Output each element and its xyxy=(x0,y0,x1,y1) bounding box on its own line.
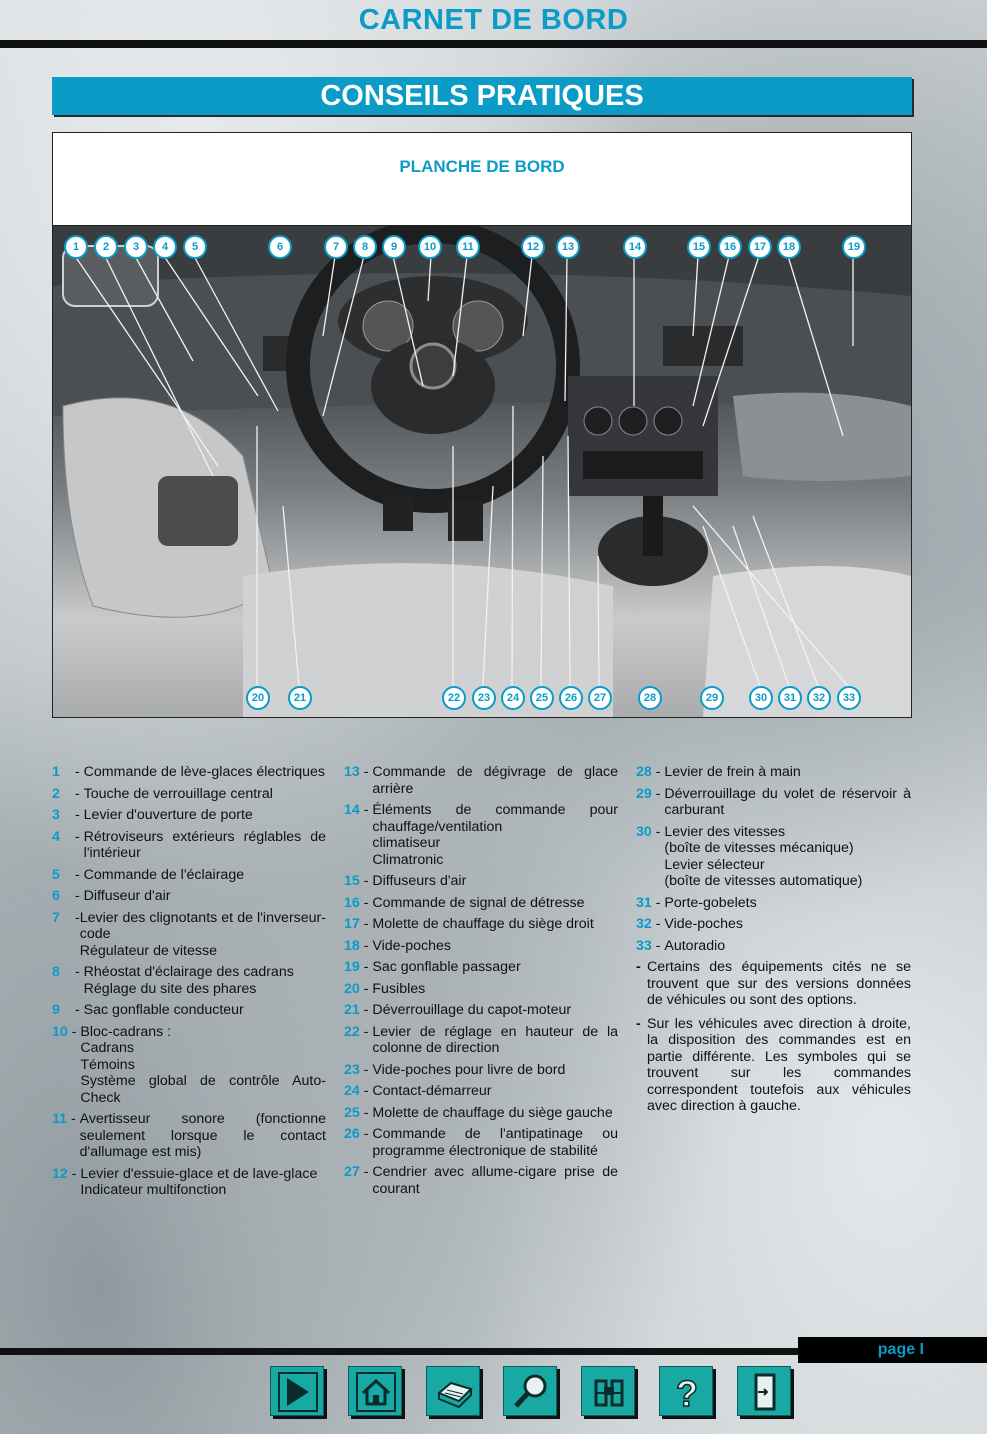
legend-number: 5 xyxy=(52,866,60,883)
legend-text xyxy=(80,1111,326,1161)
legend-line: Diffuseur d'air xyxy=(83,888,171,904)
legend-item xyxy=(344,802,618,868)
legend-text xyxy=(372,1164,618,1197)
legend-number: 33 xyxy=(636,937,652,954)
legend-line: Déverrouillage du volet de réservoir à carburant xyxy=(664,785,911,818)
legend-line: Bloc-cadrans : xyxy=(80,1023,172,1040)
legend-item xyxy=(344,895,618,912)
legend-number: 21 xyxy=(344,1002,360,1018)
legend-number: 6 xyxy=(52,888,60,904)
legend-line: Fusibles xyxy=(372,980,426,997)
help-icon xyxy=(666,1371,708,1413)
legend-number: 11 xyxy=(52,1111,67,1127)
legend-item xyxy=(52,764,326,781)
legend-number: 32 xyxy=(636,916,652,932)
legend-number: 4 xyxy=(52,828,60,845)
legend-separator: - xyxy=(651,823,665,840)
callout-31: 31 xyxy=(778,686,802,710)
callout-27: 27 xyxy=(588,686,612,710)
note-bullet: - xyxy=(636,959,641,975)
page-indicator: page I xyxy=(798,1337,987,1363)
legend-line: (boîte de vitesses mécanique) xyxy=(664,840,854,856)
legend-note xyxy=(636,959,911,1009)
callout-26: 26 xyxy=(559,686,583,710)
legend-separator: - xyxy=(359,959,373,975)
legend-item xyxy=(636,824,911,890)
legend-line: Diffuseurs d'air xyxy=(372,873,467,889)
callout-15: 15 xyxy=(687,235,711,259)
legend-separator: - xyxy=(651,894,665,911)
legend-text xyxy=(664,895,911,912)
legend-separator: - xyxy=(67,1023,81,1040)
legend-separator: - xyxy=(359,937,373,954)
print-button[interactable] xyxy=(426,1366,480,1416)
legend-text xyxy=(372,981,618,998)
legend-text xyxy=(372,916,618,933)
svg-text:?: ? xyxy=(676,1373,698,1413)
callout-19: 19 xyxy=(842,235,866,259)
callout-25: 25 xyxy=(530,686,554,710)
legend-separator: - xyxy=(75,764,84,780)
legend-line: Porte-gobelets xyxy=(664,894,757,911)
legend-text xyxy=(372,938,618,955)
legend-number: 31 xyxy=(636,894,652,911)
binoculars-icon xyxy=(588,1371,630,1413)
callout-17: 17 xyxy=(748,235,772,259)
legend-number: 27 xyxy=(344,1164,360,1180)
legend-text xyxy=(372,1024,618,1057)
legend-text xyxy=(372,873,618,890)
legend-separator: - xyxy=(67,1165,81,1182)
legend-line: Indicateur multifonction xyxy=(80,1182,227,1198)
legend-number: 8 xyxy=(52,964,60,980)
legend-line: Commande de dégivrage de glace arrière xyxy=(372,764,618,797)
legend-line: (boîte de vitesses automatique) xyxy=(664,873,863,889)
callout-14: 14 xyxy=(623,235,647,259)
legend-column-3 xyxy=(636,764,911,1122)
legend-number: 30 xyxy=(636,823,652,840)
legend-text xyxy=(84,807,326,824)
print-icon xyxy=(433,1371,475,1413)
legend-line: Commande de signal de détresse xyxy=(372,894,585,911)
legend-separator: - xyxy=(359,894,373,911)
legend-item xyxy=(52,1002,326,1019)
callout-13: 13 xyxy=(556,235,580,259)
help-button[interactable] xyxy=(659,1366,713,1416)
legend-number: 28 xyxy=(636,764,652,780)
legend-line: Déverrouillage du capot-moteur xyxy=(372,1002,572,1018)
callout-29: 29 xyxy=(700,686,724,710)
callout-3: 3 xyxy=(124,235,148,259)
legend-item xyxy=(636,895,911,912)
legend-number: 26 xyxy=(344,1126,360,1142)
legend-line: Levier des vitesses xyxy=(664,823,786,840)
legend-separator: - xyxy=(359,802,373,818)
legend-separator: - xyxy=(651,916,665,932)
search-button[interactable] xyxy=(503,1366,557,1416)
legend-line: Cendrier avec allume-cigare prise de courant xyxy=(372,1164,618,1197)
callout-5: 5 xyxy=(183,235,207,259)
legend-note xyxy=(636,1016,911,1115)
legend-text xyxy=(84,867,326,884)
legend-line: Commande de l'antipatinage ou programme électronique de stabilité xyxy=(372,1126,618,1159)
legend-line: Autoradio xyxy=(664,937,726,954)
section-banner: CONSEILS PRATIQUES xyxy=(52,77,912,115)
note-text: Certains des équipements cités ne se trouvent que sur des versions données de véhicules ou sont des options. xyxy=(647,959,911,1008)
legend-item xyxy=(636,786,911,819)
legend-line: Sac gonflable passager xyxy=(372,959,521,975)
legend-line: Rhéostat d'éclairage des cadrans xyxy=(83,964,294,980)
legend-item xyxy=(636,916,911,933)
legend-separator: - xyxy=(75,964,84,980)
legend-text xyxy=(84,964,326,997)
legend-separator: - xyxy=(359,1002,373,1018)
callout-6: 6 xyxy=(268,235,292,259)
callout-2: 2 xyxy=(94,235,118,259)
legend-item xyxy=(52,888,326,905)
dashboard-photo xyxy=(52,225,912,718)
callout-7: 7 xyxy=(324,235,348,259)
legend-line: Levier d'ouverture de porte xyxy=(83,807,253,823)
legend-number: 10 xyxy=(52,1023,68,1040)
legend-item xyxy=(344,981,618,998)
legend-text xyxy=(664,786,911,819)
legend-number: 29 xyxy=(636,785,652,802)
document-title: CARNET DE BORD xyxy=(358,4,629,36)
legend-separator: - xyxy=(359,916,373,932)
legend-item xyxy=(344,938,618,955)
legend-item xyxy=(344,1164,618,1197)
callout-16: 16 xyxy=(718,235,742,259)
figure-title: PLANCHE DE BORD xyxy=(399,157,565,176)
legend-text xyxy=(664,938,911,955)
legend-separator: - xyxy=(75,866,84,883)
legend-item xyxy=(344,1062,618,1079)
callout-32: 32 xyxy=(807,686,831,710)
legend-item xyxy=(52,964,326,997)
legend-item xyxy=(344,1126,618,1159)
legend-item xyxy=(344,916,618,933)
legend-item xyxy=(52,807,326,824)
legend-text xyxy=(664,824,911,890)
callout-1: 1 xyxy=(64,235,88,259)
legend-separator: - xyxy=(359,1164,373,1180)
legend-text xyxy=(84,888,326,905)
legend-text xyxy=(664,764,911,781)
legend-item xyxy=(636,938,911,955)
legend-line: Système global de contrôle Auto-Check xyxy=(80,1073,326,1106)
legend-item xyxy=(52,910,326,960)
legend-text xyxy=(372,959,618,976)
callout-23: 23 xyxy=(472,686,496,710)
top-divider xyxy=(0,40,987,48)
home-icon xyxy=(355,1371,397,1413)
legend-item xyxy=(344,873,618,890)
exit-button[interactable] xyxy=(737,1366,791,1416)
legend-number: 20 xyxy=(344,980,360,997)
legend-line: Touche de verrouillage central xyxy=(83,785,273,802)
legend-line: Vide-poches xyxy=(372,937,452,954)
legend-item xyxy=(344,1083,618,1100)
legend-line: Rétroviseurs extérieurs réglables de l'intérieur xyxy=(83,828,326,861)
callout-21: 21 xyxy=(288,686,312,710)
legend-item xyxy=(344,959,618,976)
callout-10: 10 xyxy=(418,235,442,259)
legend-line: Commande de lève-glaces électriques xyxy=(83,764,325,780)
legend-item xyxy=(344,1002,618,1019)
legend-text xyxy=(372,1083,618,1100)
legend-separator: - xyxy=(67,1111,80,1127)
legend-number: 25 xyxy=(344,1104,360,1121)
legend-text xyxy=(80,910,326,960)
legend-separator: - xyxy=(359,1126,373,1142)
legend-separator: - xyxy=(75,1002,84,1018)
legend-item xyxy=(52,786,326,803)
callout-33: 33 xyxy=(837,686,861,710)
legend-separator: - xyxy=(359,1061,373,1078)
legend-text xyxy=(372,895,618,912)
legend-number: 19 xyxy=(344,959,360,975)
legend-item xyxy=(52,867,326,884)
legend-number: 15 xyxy=(344,873,360,889)
legend-item xyxy=(636,764,911,781)
callout-4: 4 xyxy=(153,235,177,259)
callout-12: 12 xyxy=(521,235,545,259)
legend-line: Levier de frein à main xyxy=(664,764,801,780)
legend-separator: - xyxy=(75,807,84,823)
legend-line: Molette de chauffage du siège gauche xyxy=(372,1104,613,1121)
legend-separator: - xyxy=(359,980,373,997)
legend-text xyxy=(372,1002,618,1019)
legend-item xyxy=(344,1024,618,1057)
next-arrow-icon xyxy=(277,1371,319,1413)
legend-text xyxy=(372,1062,618,1079)
legend-line: Régulateur de vitesse xyxy=(79,942,217,959)
legend-item xyxy=(52,829,326,862)
legend-text xyxy=(80,1166,326,1199)
legend-separator: - xyxy=(359,1023,373,1040)
legend-separator: - xyxy=(651,785,665,802)
legend-column-1 xyxy=(52,764,326,1204)
legend-text xyxy=(84,786,326,803)
legend-line: climatiseur xyxy=(372,835,441,851)
legend-line: Levier des clignotants et de l'inverseur-code xyxy=(79,909,326,942)
legend-number: 12 xyxy=(52,1165,68,1182)
legend-number: 16 xyxy=(344,894,360,911)
legend-separator: - xyxy=(651,764,665,780)
legend-column-2 xyxy=(344,764,618,1202)
legend-separator: - xyxy=(75,785,84,802)
legend-line: Avertisseur sonore (fonctionne seulement lorsque le contact d'allumage est mis) xyxy=(79,1111,326,1160)
legend-text xyxy=(84,829,326,862)
legend-number: 23 xyxy=(344,1061,360,1078)
figure-header xyxy=(52,132,912,225)
legend-separator: - xyxy=(651,937,665,954)
legend-line: Levier d'essuie-glace et de lave-glace xyxy=(80,1165,318,1182)
legend-line: Contact-démarreur xyxy=(372,1083,492,1099)
legend-line: Vide-poches pour livre de bord xyxy=(372,1061,566,1078)
legend-line: Cadrans xyxy=(80,1040,135,1056)
legend-item xyxy=(52,1166,326,1199)
legend-number: 2 xyxy=(52,785,60,802)
legend-text xyxy=(84,1002,326,1019)
callout-24: 24 xyxy=(501,686,525,710)
legend-line: Éléments de commande pour chauffage/ventilation xyxy=(372,802,618,835)
dashboard-illustration xyxy=(53,226,911,717)
legend-separator: - xyxy=(75,909,80,926)
legend-line: Commande de l'éclairage xyxy=(83,866,245,883)
legend-number: 17 xyxy=(344,916,360,932)
legend-number: 9 xyxy=(52,1002,60,1018)
legend-number: 1 xyxy=(52,764,60,780)
legend-number: 18 xyxy=(344,937,360,954)
legend-separator: - xyxy=(359,873,373,889)
legend-number: 14 xyxy=(344,802,360,818)
legend-line: Témoins xyxy=(80,1056,135,1073)
legend-separator: - xyxy=(75,888,84,904)
legend-number: 7 xyxy=(52,909,60,926)
search-icon xyxy=(510,1371,552,1413)
binoculars-button[interactable] xyxy=(581,1366,635,1416)
legend-item xyxy=(52,1024,326,1107)
legend-number: 13 xyxy=(344,764,360,780)
legend-line: Levier de réglage en hauteur de la colonne de direction xyxy=(372,1023,618,1056)
callout-9: 9 xyxy=(382,235,406,259)
callout-18: 18 xyxy=(777,235,801,259)
legend-line: Levier sélecteur xyxy=(664,856,765,873)
legend-text xyxy=(372,1105,618,1122)
legend-text xyxy=(372,1126,618,1159)
callout-20: 20 xyxy=(246,686,270,710)
next-page-button[interactable] xyxy=(270,1366,324,1416)
callout-22: 22 xyxy=(442,686,466,710)
legend-text xyxy=(372,764,618,797)
legend-text xyxy=(664,916,911,933)
legend-item xyxy=(344,1105,618,1122)
legend-line: Vide-poches xyxy=(664,916,744,932)
note-text: Sur les véhicules avec direction à droite, la disposition des commandes est en partie différente. Les symboles qui se trouvent sur les commandes correspondent toutefois aux véhicules avec direction à gauche. xyxy=(647,1015,911,1114)
callout-28: 28 xyxy=(638,686,662,710)
legend-item xyxy=(52,1111,326,1161)
legend-separator: - xyxy=(359,1104,373,1121)
legend-text xyxy=(80,1024,326,1107)
legend-number: 24 xyxy=(344,1083,360,1099)
legend-text xyxy=(84,764,326,781)
callout-30: 30 xyxy=(749,686,773,710)
legend-text xyxy=(372,802,618,868)
legend-line: Réglage du site des phares xyxy=(83,980,257,997)
legend-line: Climatronic xyxy=(372,851,444,868)
legend-number: 22 xyxy=(344,1023,360,1040)
callout-8: 8 xyxy=(353,235,377,259)
legend-separator: - xyxy=(75,828,84,845)
home-button[interactable] xyxy=(348,1366,402,1416)
legend-separator: - xyxy=(359,1083,373,1099)
legend-item xyxy=(344,764,618,797)
legend-line: Sac gonflable conducteur xyxy=(83,1002,244,1018)
callout-11: 11 xyxy=(456,235,480,259)
exit-door-icon xyxy=(744,1371,786,1413)
legend-number: 3 xyxy=(52,807,60,823)
legend-line: Molette de chauffage du siège droit xyxy=(372,916,594,932)
note-bullet: - xyxy=(636,1015,641,1032)
legend-separator: - xyxy=(359,764,373,780)
